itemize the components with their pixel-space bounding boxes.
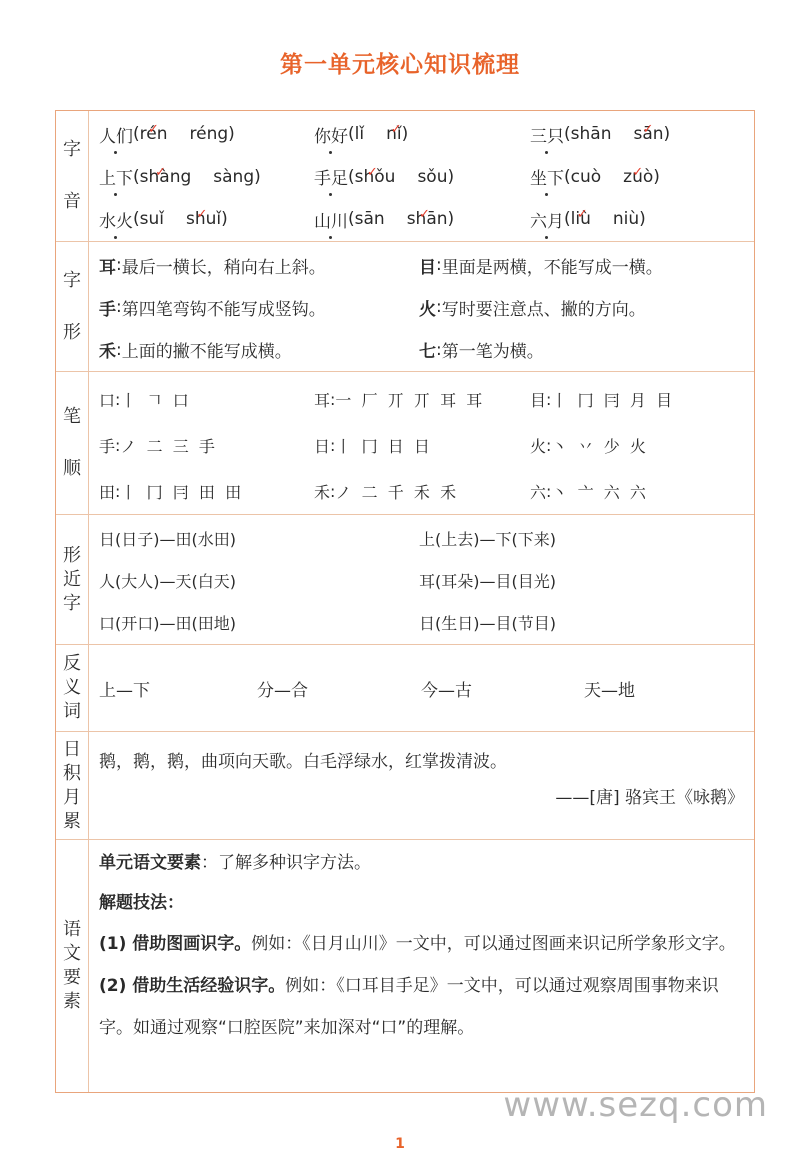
pinyin-option: liù ✓: [571, 209, 591, 229]
stroke-order: 口 : 丨 𠃍 口: [99, 389, 189, 410]
pinyin-option: sān ✓: [633, 124, 663, 144]
word: 水火: [99, 207, 133, 232]
stroke-order: 日 : 丨 冂 日 日: [314, 435, 430, 456]
label-char: 词: [63, 701, 81, 722]
label-zixing: [56, 242, 89, 371]
watermark: www.sezq.com: [503, 1085, 768, 1125]
antonym-pair: 上—下: [99, 680, 150, 701]
pinyin-item: 三只 ( shān sān ✓ ): [530, 113, 744, 155]
row-ziyin: [56, 111, 754, 241]
stroke-order: 田 : 丨 冂 冃 田 田: [99, 481, 242, 502]
label-char: 积: [63, 762, 81, 784]
pinyin-item: 六月 ( liù ✓ niù ): [530, 198, 744, 240]
page-number: 1: [395, 1136, 405, 1152]
glyph: 田: [99, 482, 116, 502]
poem-source: ——[唐] 骆宾王《咏鹅》: [555, 788, 744, 808]
pinyin-item: 人们 ( rén ✓ réng ): [99, 113, 314, 155]
word: 山川: [314, 207, 348, 232]
glyph: 火: [419, 299, 436, 320]
label-ziyin: [56, 111, 89, 241]
glyph: 禾: [314, 482, 331, 502]
tip-text: 写时要注意点、撇的方向。: [441, 299, 646, 320]
pinyin-item: 山川 ( sān shān ✓ ): [314, 198, 530, 240]
pinyin-item: 你好 ( lǐ nǐ ✓ ): [314, 113, 530, 155]
stroke-order: 禾 : ノ 二 千 禾 禾: [314, 481, 457, 502]
word: 三只: [530, 122, 564, 147]
glyph-tip: 目 : 里面是两横，不能写成一横。: [419, 244, 744, 286]
word: 上下: [99, 164, 133, 189]
glyph: 口: [99, 390, 116, 410]
strokes: 一 厂 丌 丌 耳 耳: [335, 390, 483, 410]
row-yuwen: [56, 839, 754, 1092]
similar-pair: 日(日子)—田(水田): [99, 529, 236, 549]
pinyin-option: zuò ✓: [623, 167, 653, 187]
row-fanyi: [56, 644, 754, 731]
label-char: 日: [63, 738, 81, 760]
strokes: 丨 𠃍 口: [120, 390, 189, 410]
knowledge-table: [55, 110, 755, 1093]
word: 坐下: [530, 164, 564, 189]
page-title: 第一单元核心知识梳理: [280, 52, 520, 78]
glyph-tip: 手 : 第四笔弯钩不能写成竖钩。: [99, 286, 419, 328]
pinyin-option: shǒu ✓: [355, 167, 396, 187]
glyph: 耳: [99, 257, 116, 278]
stroke-order: 六 : 丶 亠 六 六: [530, 481, 646, 502]
pinyin-option: shuǐ ✓: [186, 209, 221, 229]
pinyin-option: réng: [189, 124, 229, 144]
pinyin-option: shān ✓: [407, 209, 448, 229]
pinyin-option: suǐ: [139, 209, 164, 230]
pinyin-item: 上下 ( shàng ✓ sàng ): [99, 156, 314, 198]
stroke-order: 耳 : 一 厂 丌 丌 耳 耳: [314, 389, 483, 410]
glyph: 火: [530, 436, 547, 456]
stroke-order: 火 : 丶 丷 少 火: [530, 435, 646, 456]
strokes: 丶 亠 六 六: [551, 482, 646, 502]
word: 手足: [314, 164, 348, 189]
glyph-tip: 火 : 写时要注意点、撇的方向。: [419, 286, 744, 328]
label-yuwen: [56, 840, 89, 1092]
glyph-tip: 七 : 第一笔为横。: [419, 329, 744, 371]
label-char: 素: [63, 991, 81, 1012]
pinyin-option: rén ✓: [140, 124, 168, 144]
strokes: 丨 冂 冃 田 田: [120, 482, 242, 502]
glyph: 目: [419, 257, 436, 278]
glyph: 日: [314, 436, 331, 456]
similar-pair: 口(开口)—田(田地): [99, 614, 236, 634]
glyph: 禾: [99, 342, 116, 363]
pinyin-item: 水火 ( suǐ shuǐ ✓ ): [99, 198, 314, 240]
strokes: 丨 冂 冃 月 目: [551, 390, 673, 410]
antonym-pair: 今—古: [421, 680, 472, 701]
label-rijiyuelei: [56, 732, 89, 839]
glyph: 手: [99, 436, 116, 456]
poem-text: 鹅，鹅，鹅，曲项向天歌。白毛浮绿水，红掌拨清波。: [99, 752, 507, 772]
pinyin-option: sān: [354, 209, 385, 230]
label-char: 月: [63, 786, 81, 808]
strokes: 丨 冂 日 日: [335, 436, 430, 456]
pinyin-option: shàng ✓: [140, 167, 192, 187]
label-char: 笔: [63, 406, 81, 427]
tip-text: 第四笔弯钩不能写成竖钩。: [121, 299, 326, 320]
row-xingjin: [56, 514, 754, 644]
word: 六月: [530, 207, 564, 232]
label-char: 文: [63, 943, 81, 964]
antonym-pair: 天—地: [584, 680, 635, 701]
row-rijiyuelei: [56, 731, 754, 839]
glyph: 七: [419, 342, 436, 363]
pinyin-option: sǒu: [417, 166, 448, 187]
glyph-tip: 耳 : 最后一横长，稍向右上斜。: [99, 244, 419, 286]
tip-text: 里面是两横，不能写成一横。: [441, 257, 663, 278]
tip-text: 最后一横长，稍向右上斜。: [121, 257, 326, 278]
label-xingjin: [56, 515, 89, 644]
glyph: 手: [99, 299, 116, 320]
similar-pair: 人(大人)—天(白天): [99, 571, 236, 591]
method-1-text: 例如：《日月山川》一文中，可以通过图画来识记所学象形文字。: [251, 934, 736, 954]
label-char: 近: [63, 568, 81, 590]
pinyin-option: lǐ: [354, 124, 365, 144]
label-char: 顺: [63, 458, 81, 479]
tip-text: 第一笔为横。: [441, 342, 544, 363]
similar-pair: 耳(耳朵)—目(目光): [419, 571, 556, 591]
label-char: 形: [63, 544, 81, 566]
label-bishun: [56, 372, 89, 514]
pinyin-item: 坐下 ( cuò zuò ✓ ): [530, 156, 744, 198]
method-1-heading: (1) 借助图画识字。: [99, 934, 252, 954]
method-2-heading: (2) 借助生活经验识字。: [99, 976, 286, 996]
label-char: 形: [63, 321, 81, 343]
glyph-tip: 禾 : 上面的撇不能写成横。: [99, 329, 419, 371]
stroke-order: 目 : 丨 冂 冃 月 目: [530, 389, 673, 410]
label-fanyi: [56, 645, 89, 731]
similar-pair: 上(上去)—下(下来): [419, 529, 556, 549]
tip-text: 上面的撇不能写成横。: [121, 342, 292, 363]
word: 你好: [314, 122, 348, 147]
method-2-text: 例如：《口耳目手足》一文中，可以通过观察周围事物来识字。如通过观察“口腔医院”来加深对“口”的理解。: [99, 976, 719, 1038]
pinyin-option: shān: [570, 124, 612, 144]
stroke-order: 手 : ノ 二 三 手: [99, 435, 215, 456]
label-char: 语: [63, 919, 81, 940]
label-char: 字: [63, 139, 81, 160]
unit-element-heading: 单元语文要素: [99, 853, 201, 873]
pinyin-item: 手足 ( shǒu ✓ sǒu ): [314, 156, 530, 198]
glyph: 耳: [314, 390, 331, 410]
label-char: 字: [63, 269, 81, 291]
glyph: 六: [530, 482, 547, 502]
label-char: 音: [63, 191, 81, 212]
word: 人们: [99, 122, 133, 147]
antonym-pair: 分—合: [257, 680, 308, 701]
pinyin-option: sàng: [213, 166, 255, 187]
strokes: 丶 丷 少 火: [551, 436, 646, 456]
glyph: 目: [530, 390, 547, 410]
strokes: ノ 二 千 禾 禾: [335, 482, 457, 502]
label-char: 反: [63, 653, 81, 674]
strokes: ノ 二 三 手: [120, 436, 215, 456]
label-char: 义: [63, 677, 81, 698]
pinyin-option: niù: [612, 209, 640, 230]
similar-pair: 日(生日)—目(节目): [419, 614, 556, 634]
row-zixing: [56, 241, 754, 371]
unit-element-text: ：了解多种识字方法。: [201, 853, 371, 873]
method-heading: 解题技法：: [99, 893, 184, 913]
label-char: 字: [63, 592, 81, 614]
row-bishun: [56, 371, 754, 514]
label-char: 要: [63, 967, 81, 988]
label-char: 累: [63, 810, 81, 832]
pinyin-option: cuò: [570, 166, 602, 187]
pinyin-option: nǐ ✓: [386, 124, 402, 144]
